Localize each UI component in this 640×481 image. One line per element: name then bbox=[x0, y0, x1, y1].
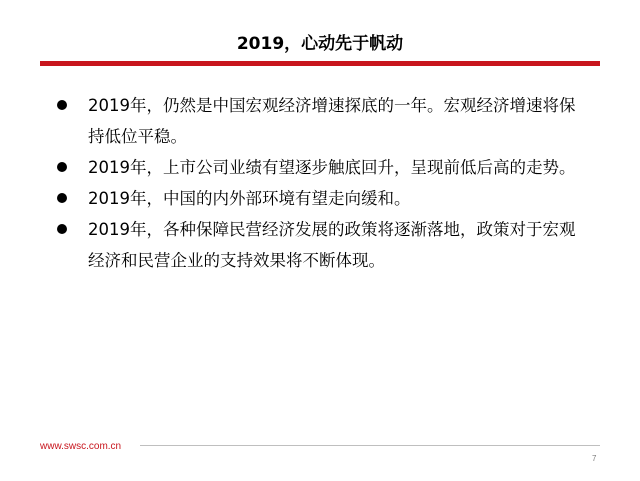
slide-title: 2019，心动先于帆动 bbox=[236, 34, 404, 54]
bullet-item bbox=[56, 214, 586, 276]
bullet-text: 2019年，各种保障民营经济发展的政策将逐渐落地，政策对于宏观经济和民营企业的支持效果将不断体现。 bbox=[88, 220, 576, 270]
bullet-dot-icon bbox=[57, 162, 67, 172]
page-number: 7 bbox=[592, 454, 597, 463]
bullet-dot-icon bbox=[57, 224, 67, 234]
bullet-list bbox=[56, 90, 586, 276]
footer-website-link[interactable]: www.swsc.com.cn bbox=[40, 441, 122, 452]
bullet-dot-icon bbox=[57, 193, 67, 203]
title-underline bbox=[40, 61, 600, 66]
bullet-item bbox=[56, 183, 586, 214]
bullet-item bbox=[56, 152, 586, 183]
bullet-text: 2019年，上市公司业绩有望逐步触底回升，呈现前低后高的走势。 bbox=[88, 158, 576, 177]
bullet-item bbox=[56, 90, 586, 152]
bullet-text: 2019年，仍然是中国宏观经济增速探底的一年。宏观经济增速将保持低位平稳。 bbox=[88, 96, 576, 146]
bullet-dot-icon bbox=[57, 100, 67, 110]
bullet-text: 2019年，中国的内外部环境有望走向缓和。 bbox=[88, 189, 411, 208]
